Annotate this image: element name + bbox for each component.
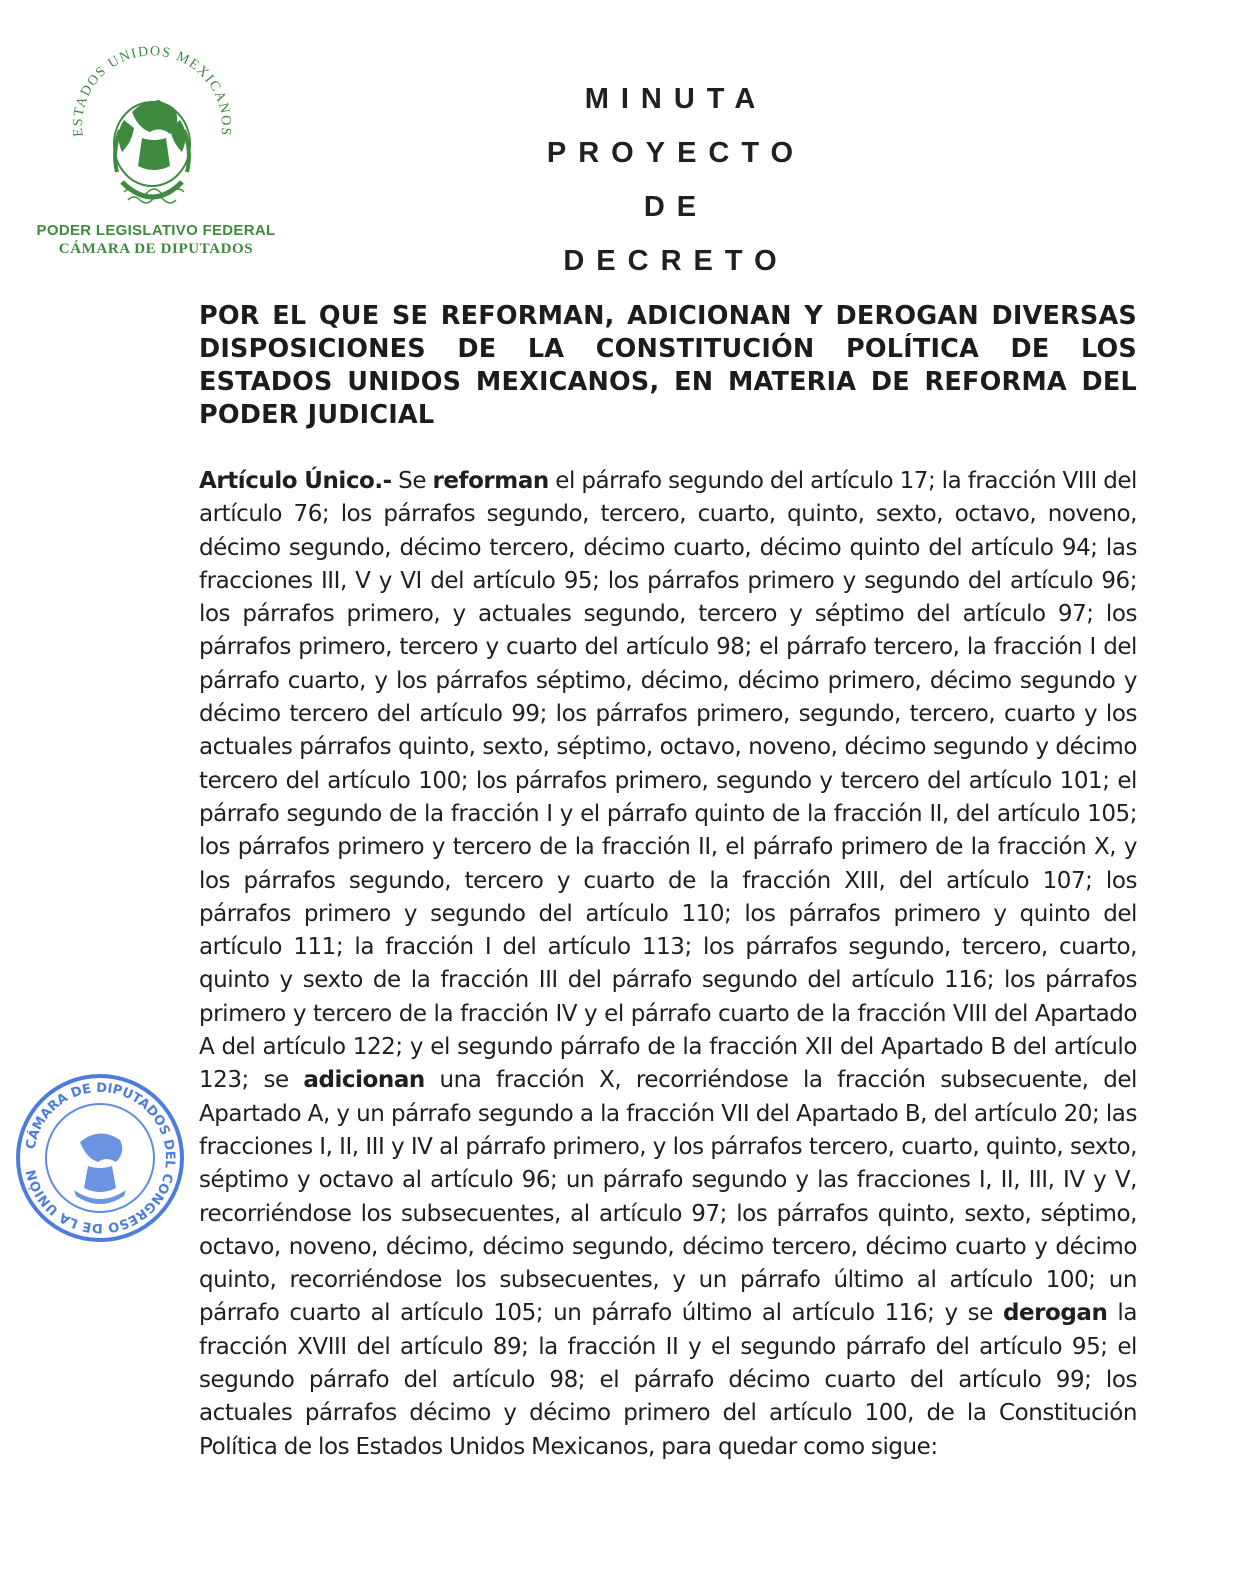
article-text-2: el párrafo segundo del artículo 17; la fracción VIII del artículo 76; los párrafos segundo, tercero, cuarto, quinto, sexto, octavo, noveno, décimo segundo, décimo tercero, décimo cuarto, décimo quinto del artículo 94; las fracciones III, V y VI del artículo 95; los párrafos primero y segundo del artículo 96; los párrafos primero, y actuales segundo, tercero y séptimo del artículo 97; los párrafos primero, tercero y cuarto del artículo 98; el párrafo tercero, la fracción I del párrafo cuarto, y los párrafos séptimo, décimo, décimo primero, décimo segundo y décimo tercero del artículo 99; los párrafos primero, segundo, tercero, cuarto y los actuales párrafos quinto, sexto, séptimo, octavo, noveno, décimo segundo y décimo tercero del artículo 100; los párrafos primero, segundo y tercero del artículo 101; el párrafo segundo de la fracción I y el párrafo quinto de la fracción II, del artículo 105; los párrafos primero y tercero de la fracción II, el párrafo primero de la fracción X, y los párrafos segundo, tercero y cuarto de la fracción XIII, del artículo 107; los párrafos primero y segundo del artículo 110; los párrafos primero y quinto del artículo 111; la fracción I del artículo 113; los párrafos segundo, tercero, cuarto, quinto y sexto de la fracción III del párrafo segundo del artículo 116; los párrafos primero y tercero de la fracción IV y el párrafo cuarto de la fracción VIII del Apartado A del artículo 122; y el segundo párrafo de la fracción XII del Apartado B del artículo 123; se [199, 468, 1137, 1094]
svg-text:ESTADOS UNIDOS MEXICANOS: ESTADOS UNIDOS MEXICANOS [70, 44, 234, 138]
title-line-2: PROYECTO [546, 137, 806, 169]
title-line-1: MINUTA [584, 83, 768, 115]
org-name-line2: CÁMARA DE DIPUTADOS [58, 241, 254, 257]
organization-header [26, 222, 286, 258]
keyword-derogan: derogan [1002, 1300, 1108, 1327]
official-stamp [14, 1072, 186, 1244]
article-text-3: una fracción X, recorriéndose la fracción subsecuente, del Apartado A, y un párrafo segundo a la fracción VII del Apartado B, del artículo 20; las fracciones I, II, III y IV al párrafo primero, y los párrafos tercero, cuarto, quinto, sexto, séptimo y octavo al artículo 96; un párrafo segundo y las fracciones I, II, III, IV y V, recorriéndose los subsecuentes, al artículo 97; los párrafos quinto, sexto, séptimo, octavo, noveno, décimo, décimo segundo, décimo tercero, décimo cuarto y décimo quinto, recorriéndose los subsecuentes, y un párrafo último al artículo 100; un párrafo cuarto al artículo 105; un párrafo último al artículo 116; y se [199, 1067, 1137, 1327]
national-seal-logo [62, 42, 242, 222]
org-name-line1: PODER LEGISLATIVO FEDERAL [36, 222, 276, 239]
article-text-1: Se [391, 468, 433, 494]
title-line-3: DE [643, 191, 709, 223]
article-heading: Artículo Único.- [199, 468, 392, 494]
document-title [420, 72, 920, 288]
decree-subject: POR EL QUE SE REFORMAN, ADICIONAN Y DEROGAN DIVERSAS DISPOSICIONES DE LA CONSTITUCIÓN POLÍTICA DE LOS ESTADOS UNIDOS MEXICANOS, EN MATERIA DE REFORMA DEL PODER JUDICIAL [199, 301, 1137, 430]
svg-text:CÁMARA DE DIPUTADOS DEL CONGRE: CÁMARA DE DIPUTADOS DEL CONGRESO DE LA UNIÓN [23, 1080, 178, 1236]
keyword-reforman: reforman [432, 468, 549, 494]
article-body [199, 465, 1137, 1464]
keyword-adicionan: adicionan [303, 1067, 425, 1094]
article-text-4: la fracción XVIII del artículo 89; la fracción II y el segundo párrafo del artículo 95; el segundo párrafo del artículo 98; el párrafo décimo cuarto del artículo 99; los actuales párrafos décimo y décimo primero del artículo 100, de la Constitución Política de los Estados Unidos Mexicanos, para quedar como sigue: [199, 1300, 1137, 1460]
title-line-4: DECRETO [563, 245, 789, 277]
